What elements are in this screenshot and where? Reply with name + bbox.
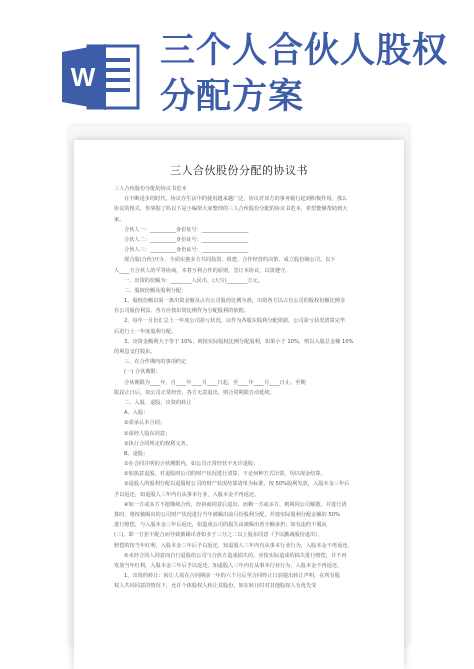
document-line: 三人合伙股份分配的协议书范本 [114, 186, 187, 192]
document-line: ①需承认本合同； [124, 420, 165, 427]
banner-title-line1: 三个人合伙人股权 [160, 31, 449, 71]
document-line: 2、每年一月份汇总上一年度公司盈亏状况，以作为各股东股利分配依据。公司盈亏状况清算完毕 [124, 318, 346, 325]
document-line: 限届止日后，如公司正常经营，各方无意退出，则合同期限自动延续。 [114, 389, 275, 396]
document-line: 的利息支付股东。 [114, 349, 156, 355]
document-line: 赔偿的按当年红利，入股本金三年后予以返还，知退股人三年内有从事本行业行为，入股本金不再返还。 [114, 542, 353, 549]
document-line: ②如执意退股，对退股时公司的财产状况进行清算，不论何种方式出资，均以现金结算。 [124, 471, 326, 478]
document-line: 人____方合伙人的平等协商，本着互利合作的原则，签订本协议，以资遵守。 [114, 267, 291, 274]
document-line: 1、出资的转让：转让人需在合同期前一年的六个月后至合同终止日前提出转让声明，在所有股 [124, 573, 340, 580]
document-line: 合伙人一：__________身份证号：__________________ [124, 226, 249, 233]
document-line: 现合股(合伙)开办，全面实施多方共同投资、组建、合作经营的决策，成立股份制公司。以下 [124, 257, 336, 264]
document-line: 3、出资金额利大于等于 10%，则按实际股权比例分配股利，如果小于 10%，则以入股总金额 10% [124, 338, 354, 345]
document-line: 二、股权份额及股利分配： [124, 287, 187, 294]
document-line: 家。 [114, 216, 125, 223]
document-line: 算时，将按被踢出的公司财产状况进行当年被踢出前月份股利分配，并按实际股利分配金额的 50% [114, 512, 340, 518]
document-line: ④如一方或多方不愿继续合伙，经协商同意后退出，而剩一方或多方，则视同公司解散，并进行清 [124, 501, 347, 508]
banner-title-line2: 分配方案 [160, 77, 305, 117]
document-line: (三)，即一方拒不配合而导致被踢出者如多于三分之二以上股东同意（予以撤减股份退出）， [114, 532, 323, 539]
banner [0, 0, 474, 135]
document-line: 予以返还，如退股人三年内有从事本行业，入股本金不再返还。 [114, 491, 260, 498]
document-line: ①在合同注明的合伙期限内，如公司正常经营不允许退股； [124, 461, 259, 468]
word-icon [62, 40, 142, 114]
banner-title [160, 28, 460, 120]
document-line: ③退股人的股利分配以退股时公司的财产状况结算清单为标准，按 50%股利发放，入股本金三年后 [124, 481, 350, 488]
document-line: ③执行合同规定的权利义务。 [124, 440, 191, 447]
document-line: 有公司股份利益。各方应按出资比例作为分配股利的依据。 [114, 308, 249, 315]
document-line: 三、在合作期内的事项约定 [124, 359, 187, 366]
document-line: 协议的格式，你掌握了吗以下是小编帮大家整理的三人合伙股份分配的协议书范本，希望能够帮助到大 [114, 206, 348, 213]
document-line: A、入股： [124, 410, 149, 417]
document-line: (一) 合伙期限： [124, 369, 161, 376]
document-line: B、退股： [124, 450, 149, 457]
document-line: ②需经人股东同意； [124, 430, 171, 437]
word-icon-letter: W [70, 62, 96, 92]
document-line: 合伙期限为____年，自____年____月____日起，至____年____月____日止。至期 [124, 379, 306, 386]
document-body [114, 184, 380, 592]
document-line: ⑤未经合同人同意而自行退股给公司与合伙方造成损失的，应按实际造成的损失进行赔偿，并不再 [124, 552, 347, 559]
document-line: 发放当年红利，入股本金三年后予以返还，知退股人三年内有从事本行业行为，入股本金不再返还。 [114, 562, 343, 569]
document-line: 进行赔偿，与入股本金三年后返还，如造成公司的损失由被踢出者全额承担；如有违约不服从 [114, 522, 327, 529]
document-line: 权人共同同意的情况下，允许个体股权人转让其股份，如在转让时对其他股权人有优先受 [114, 583, 317, 590]
document-line: 一、出资的份额为：________人民币，(大写)________万元。 [124, 277, 263, 284]
document-page [74, 140, 404, 669]
document-line: 合伙人三：__________身份证号：__________________ [124, 247, 249, 254]
document-line: 二、入股、退股、出资的转让 [124, 399, 192, 406]
document-line: 1、股权份额以第一条出资金额及占有公司股份比例为准，出资各方以占有公司的股权份额比例享 [124, 298, 346, 305]
document-line: 在不断进步的时代，协议在生活中的使用越来越广泛，协议对双方的事务履行起到积极作用。那么 [124, 196, 348, 203]
document-line: 后进行上一年度股利分配。 [114, 328, 177, 335]
document-line: 合伙人二：__________身份证号：__________________ [124, 236, 249, 243]
document-title: 三人合伙股份分配的协议书 [170, 164, 308, 177]
